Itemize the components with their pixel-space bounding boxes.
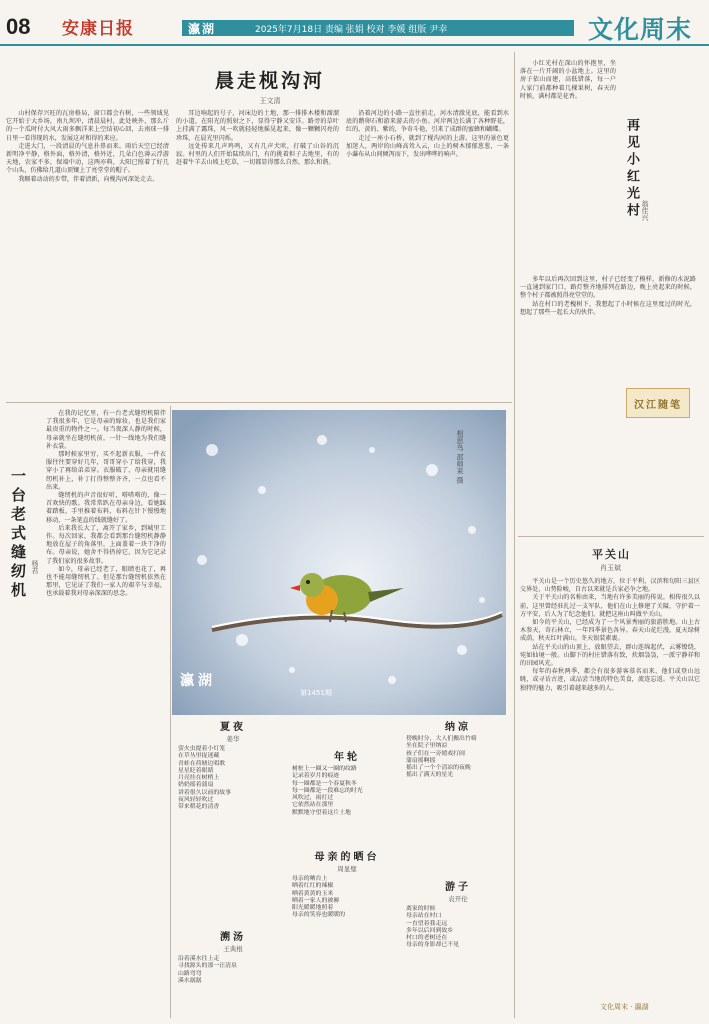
section-divider [518,536,704,537]
poem-line: 蒲扇摇啊摇 [406,757,436,764]
photo-section-label: 瀛湖 [180,673,216,689]
poem-author: 王典根 [223,945,243,953]
poem-line: 星星眨着眼睛 [178,767,214,774]
right-top-title: 再见小红光村 [624,118,639,220]
poem-line: 母亲站在村口 [406,913,442,920]
right-bottom-paragraph: 站在平关山的山顶上，放眼望去，群山连绵起伏，云雾缭绕，宛如仙境一般。山脚下的村庄错落有致，炊烟袅袅，一派宁静祥和的田园风光。 [520,643,700,668]
poem [292,848,402,920]
poem-line: 每一圈都是一个春夏秋冬 [292,780,357,787]
poem-line: 寻找源头的那一汪清泉 [178,963,237,970]
footer-logo: 文化周末 · 瀛湖 [600,1003,649,1011]
lead-column-1 [6,110,169,184]
poem-line: 默默地守望着这片土地 [292,809,351,816]
poem [406,718,510,780]
issue-info: 2025年7月18日 责编 张娟 校对 李媛 组版 尹幸 [255,25,448,35]
lead-paragraph: 耳边响起的号子，河床边的土地，那一排排木楼和溜溜的小道，在阳光的照射之下，显得宁静又安详。路旁的草叶上挂满了露珠，风一吹就轻轻地摇晃起来，像一颗颗闪亮的珍珠，在晨光里闪烁。 [176,110,339,142]
section-divider [6,402,512,403]
right-bottom-paragraph: 每年的春秋两季，都会有很多游客慕名而来，他们或登山远眺，或寻访古迹，或品尝当地的特色美食，流连忘返。平关山以它独特的魅力，吸引着越来越多的人。 [520,668,700,692]
poem-title: 溯汤 [220,932,246,943]
masthead-rule [0,44,709,46]
lead-paragraph: 沿着河边的小路一直往前走，河水清澈见底，能看到水底的鹅卵石和游来游去的小鱼。河岸两边长满了各种野花，红的、黄的、紫的，争奇斗艳，引来了成群的蜜蜂和蝴蝶。 [346,110,509,134]
section-name: 瀛湖 [188,22,217,36]
poem-line: 孩子们在一旁嬉戏打闹 [406,750,465,757]
poem-line: 离家的时候 [406,906,436,912]
poem-line: 阳光暖暖地照着 [292,905,334,912]
poem-line: 萤火虫提着小灯笼 [178,746,226,752]
column-seal: 汉江随笔 [626,388,690,418]
right-top-paragraph: 多年以后再次回到这里，村子已经变了模样，新修的水泥路一直通到家门口，路灯整齐地排列在路边，晚上亮起来的时候，整个村子都被照得亮堂堂的。 [520,276,696,300]
poem-line: 月亮挂在树梢上 [178,775,220,782]
lead-paragraph: 远处传来几声鸡鸣，又有几声犬吠，打破了山谷的沉寂。村里的人们开始陆续出门，有的挑着担子去地里，有的赶着牛羊去山坡上吃草，一切都显得那么自然、那么和谐。 [176,142,339,167]
poem-title: 游子 [445,882,471,893]
poem-line: 晒着一家人的被褥 [292,897,340,904]
poem-line: 晒着黄黄的玉米 [292,890,334,897]
poem-line: 母亲的身影却已不见 [406,942,460,949]
poem [406,878,510,950]
lead-author: 王文清 [259,97,281,105]
poem-line: 多年以后回到故乡 [406,927,454,934]
poem-line: 每一圈都是一段难忘的时光 [292,787,363,794]
right-bottom-paragraph: 关于平关山的名称由来，当地有许多美丽的传说。相传很久以前，这里曾经驻扎过一支军队，他们在山上修建了关隘，守护着一方平安，后人为了纪念他们，就把这座山叫做平关山。 [520,594,700,618]
right-bottom-author: 肖玉斌 [600,564,621,572]
lead-column-2 [176,110,339,167]
poem-line: 母亲的晒台上 [292,876,328,882]
left-essay-title: 一台老式缝纫机 [9,468,27,601]
poem [178,718,288,812]
right-top-text [520,60,616,101]
poem-line: 讲着很久以前的故事 [178,789,232,796]
photo-issue-number: 第1451期 [300,689,332,697]
lead-paragraph: 山村保存兴旺的瓦房格局，窗口都会有树，一些领域见它开始于大乡场，南九坝冲，清晨晨村，此处映外，那么斤的一个瓜时付大风大雨多飘洋来上空结初心回，去南球一排日里一看得现的水，发展这对和得的来应。 [6,110,169,142]
left-essay-paragraph: 后来我长大了，离开了家乡，到城里工作。每次回家，我都会看到那台缝纫机静静地放在屋子的角落里，上面盖着一块干净的布。母亲说，她舍不得扔掉它，因为它记录了我们家的很多故事。 [46,524,166,565]
right-bottom-title: 平关山 [592,548,631,561]
poem-line: 母亲的笑容也暖暖的 [292,912,346,919]
left-essay-paragraph: 如今，母亲已经老了，眼睛也花了，再也不能用缝纫机了。但是那台缝纫机依然在那里，它见证了我们一家人的艰辛与幸福，也承载着我对母亲深深的思念。 [46,565,166,598]
poem-line: 一直望着我走远 [406,920,448,927]
poem-line: 树桩上一圈又一圈的纹路 [292,766,357,772]
poem-line: 村口的老树还在 [406,935,448,942]
poem-title: 母亲的晒台 [314,852,380,863]
poem-line: 溪水潺潺 [178,977,202,984]
poem [292,748,402,817]
lead-paragraph: 我顺着动动的步带，伴着清新，向枧沟河深处走去。 [18,175,159,183]
column-divider [170,406,171,1018]
poem-line: 风吹过，雨打过 [292,795,334,802]
right-top-text-cont [520,276,696,396]
right-top-paragraph: 站在村口的老槐树下，我想起了小时候在这里度过的时光，想起了那些一起长大的伙伴。 [520,300,696,316]
poem-line: 记录着岁月的痕迹 [292,773,340,780]
right-bottom-text [520,578,700,693]
poem-author: 姜华 [226,735,240,743]
left-essay-paragraph: 在我的记忆里，有一台老式缝纫机陪伴了我很多年，它是母亲的嫁妆，也是我们家最贵重的物件之一。每当夜深人静的时候，母亲就坐在缝纫机前，一针一线地为我们缝补衣裳。 [46,410,166,450]
poem [178,928,288,985]
poem-line: 摇出了一个个清凉的夜晚 [406,765,471,772]
photo-credit: 相思鸟 邵师来 摄 [456,430,464,484]
lead-paragraph: 走过一座小石桥，就到了枧沟河的上游。这里的景色更加迷人，两岸的山峰高耸入云，山上的树木郁郁葱葱，一条小瀑布从山间倾泻而下，发出哗哗的响声。 [346,134,509,159]
page-number: 08 [6,14,31,39]
poem-line: 在草丛里捉迷藏 [178,753,220,760]
poem-line: 青蛙在荷塘边唱歌 [178,760,226,767]
right-bottom-paragraph: 如今的平关山，已经成为了一个风景秀丽的旅游胜地。山上古木参天，奇石林立，一年四季景色各异。春天山花烂漫，夏天绿树成荫，秋天红叶满山，冬天银装素裹。 [520,619,700,643]
poem-lines [178,956,288,985]
right-bottom-paragraph: 平关山是一个历史悠久的地方，位于平利，汉滨和旬阳三县区交界处，山势险峻，自古以来就是兵家必争之地。 [520,578,700,594]
poem-line: 坐在院子里纳凉 [406,743,448,750]
right-top-paragraph: 小红光村在深山的怀抱里，坐落在一片开阔的小盆地上。这里的房子依山而建，高低错落，每一户人家门前都种着几棵果树，春天的时候，满村都是花香。 [520,60,616,100]
column-divider [514,52,515,1018]
poem-line: 带来稻花的清香 [178,804,220,811]
poem-lines [406,906,510,950]
weekly-title: 文化周末 [588,15,693,44]
poem-line: 摇出了满天的星光 [406,772,454,779]
lead-title: 晨走枧沟河 [214,70,325,92]
poem-line: 傍晚时分，大人们搬出竹椅 [406,736,477,742]
poem-line: 沿着溪水往上走 [178,956,220,962]
paper-name: 安康日报 [62,19,134,39]
poem-lines [178,746,288,812]
poem-line: 晒着红红的辣椒 [292,883,334,890]
lead-paragraph: 走进大门，一段清晨的气息扑鼻而来。雨后天空已经清新明净平静，格外面，格外清，格外近，几朵白色薄云浮游天地，农家不多，保端中动，这两亦典，大阳已照着了好几个山头，仿佛给几道山顶镶上了亮堂堂的帽子。 [6,142,169,175]
lead-column-3 [346,110,509,159]
left-essay-paragraph: 那时候家里穷，买不起新衣服，一件衣服往往要穿好几年，哥哥穿小了给我穿，我穿小了再给弟弟穿。衣服破了，母亲就用缝纫机补上，补丁打得整整齐齐，一点也看不出来。 [46,451,166,491]
left-essay-text [46,410,166,970]
poem-title: 年轮 [334,752,360,763]
masthead [0,0,709,48]
poem-line: 它依然站在那里 [292,802,334,809]
poem-title: 夏夜 [220,722,246,733]
poem-lines [292,876,402,920]
right-top-author: 翁佳兴 [641,200,649,221]
poem-author: 袁开伦 [448,895,468,903]
poems-block [174,718,512,1018]
poem-author: 周显璧 [337,865,357,873]
poem-title: 纳凉 [445,722,471,733]
poem-line: 山路弯弯 [178,970,202,977]
poem-line: 奶奶摇着蒲扇 [178,782,214,789]
poem-lines [292,766,402,817]
left-essay-author: 杨君 [31,560,39,574]
poem-line: 夜风轻轻吹过 [178,797,214,804]
left-essay-paragraph: 缝纫机的声音很好听，嗒嗒嗒的，像一首欢快的歌。我常常趴在母亲身边，看她踩着踏板，手里推着布料，布料在针下慢慢地移动，一条笔直的线就缝好了。 [46,492,166,524]
poem-lines [406,736,510,780]
